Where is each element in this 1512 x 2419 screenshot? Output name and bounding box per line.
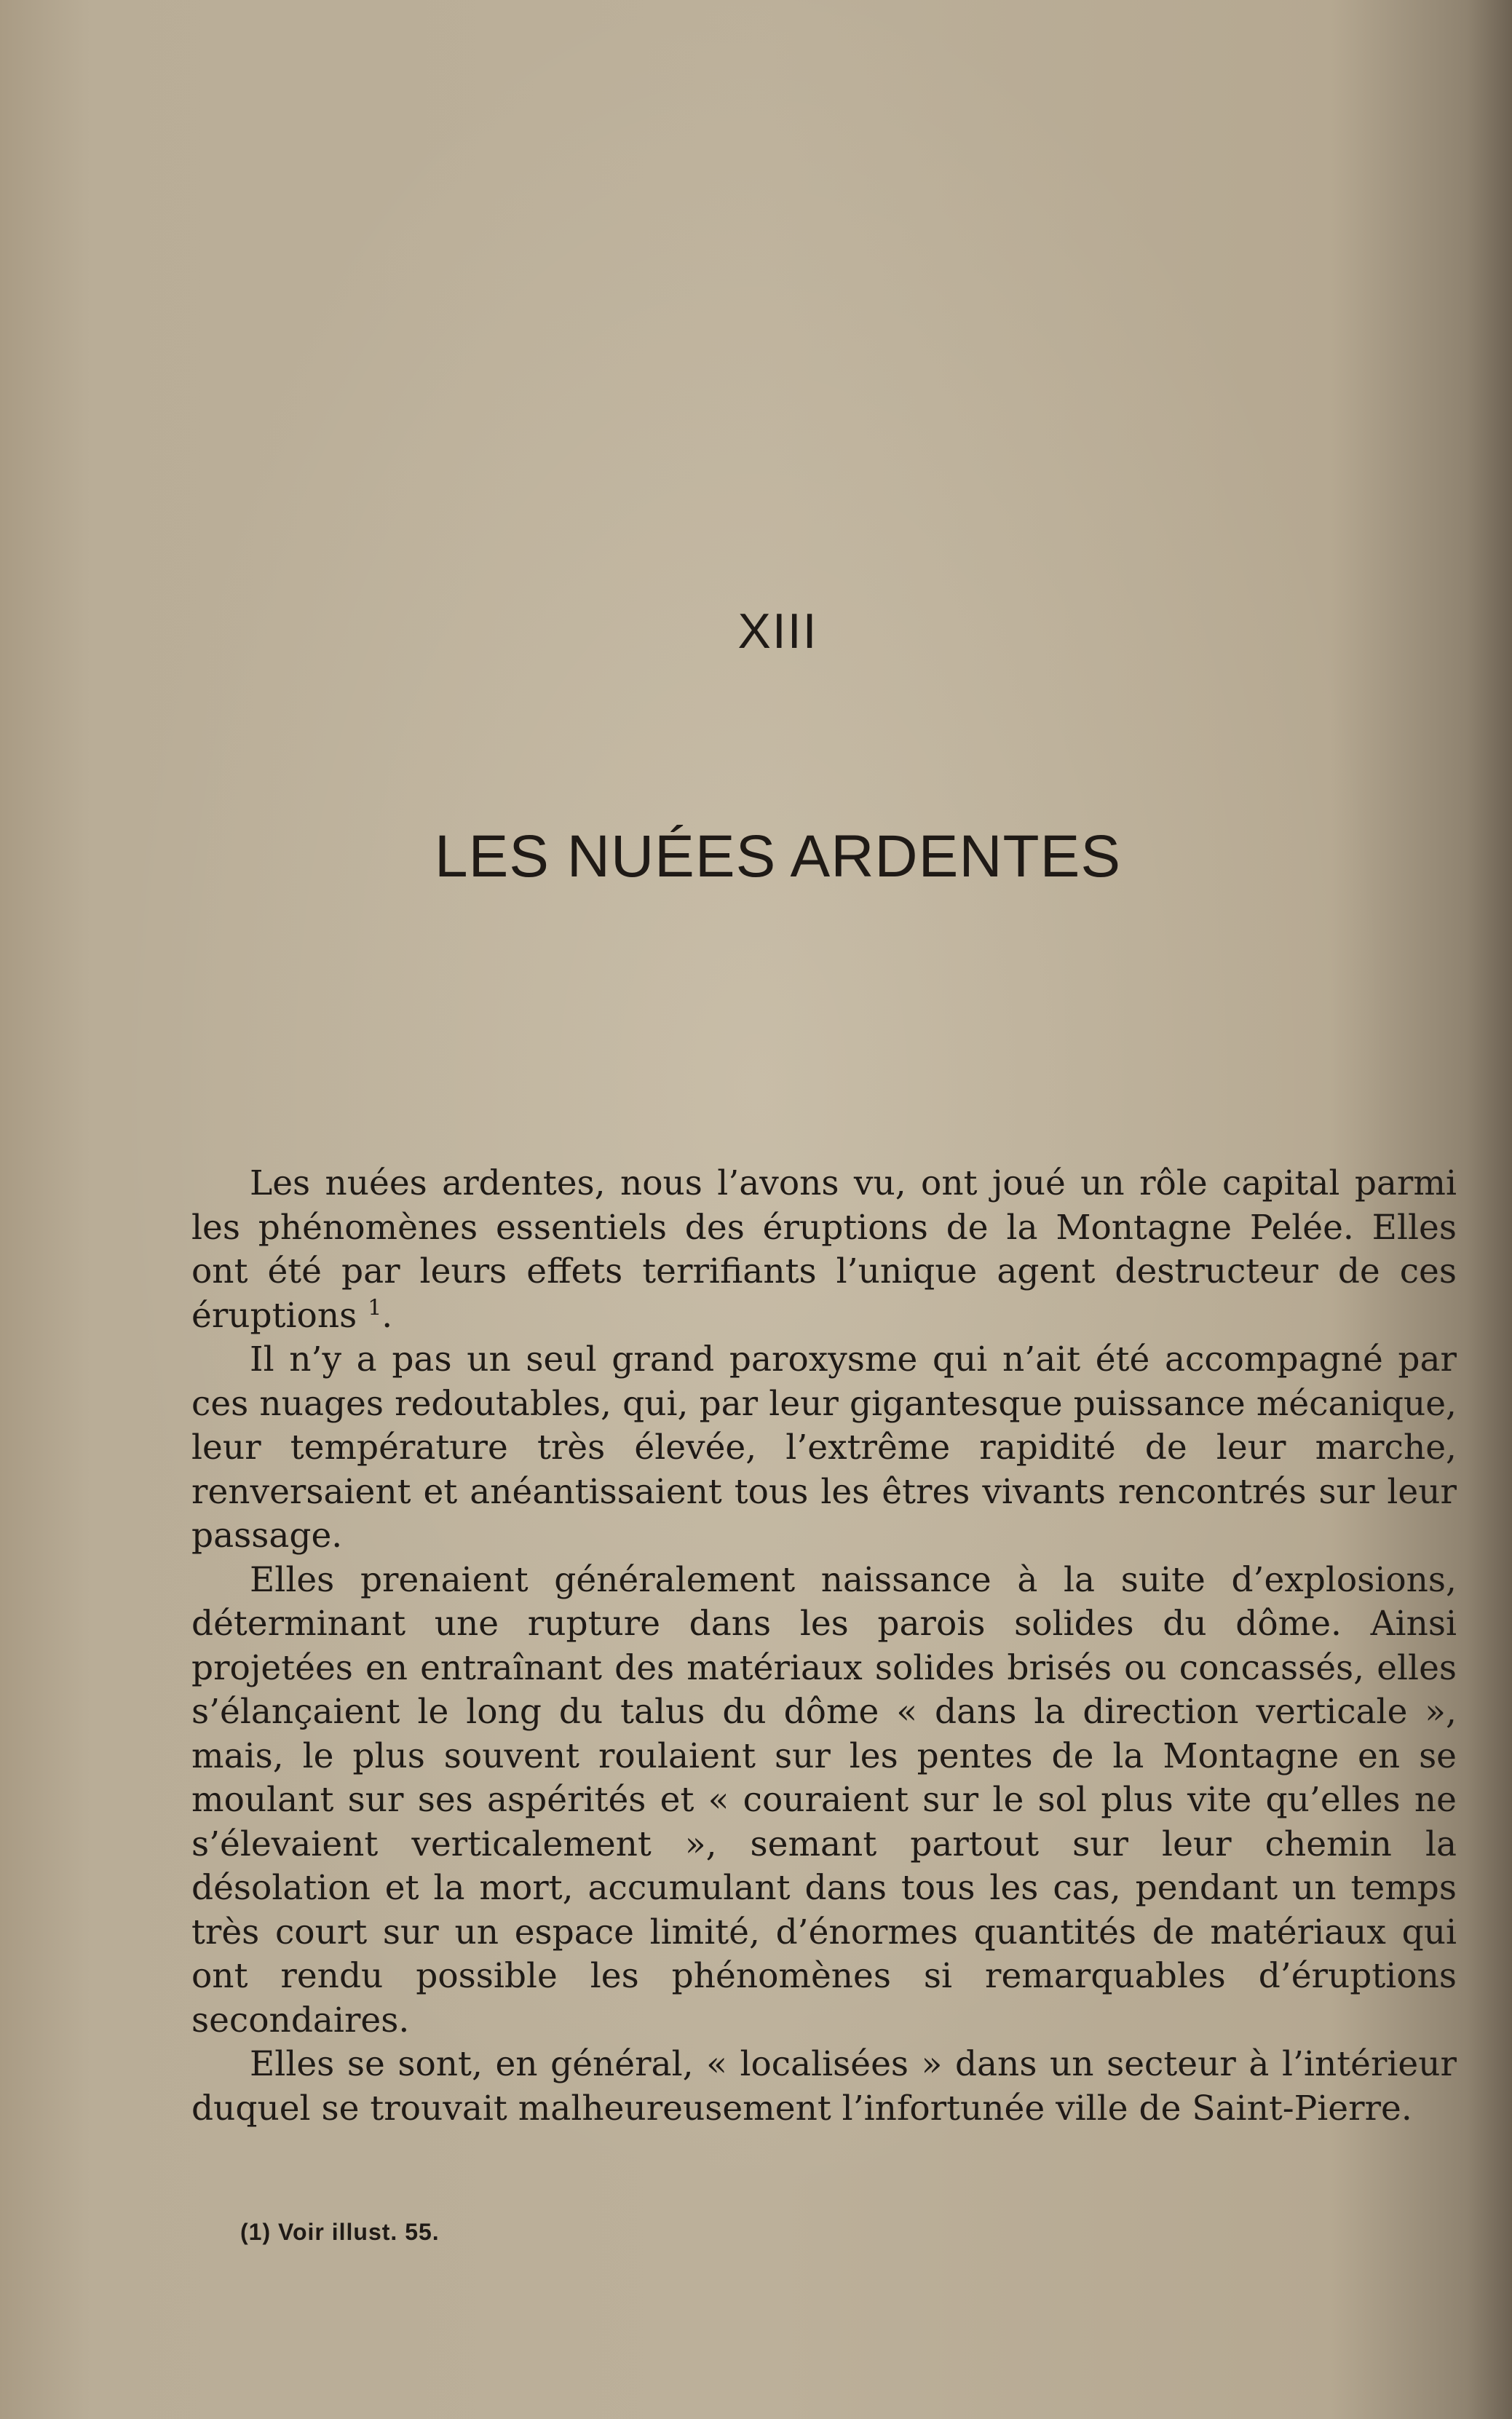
chapter-title: LES NUÉES ARDENTES — [434, 823, 1122, 890]
paragraph-1-text: Les nuées ardentes, nous l’avons vu, ont joué un rôle capital parmi les phénomènes essentiels des éruptions de la Montagne Pelée. Elles ont été par leurs effets terrifiants l’unique agent destructeur de ces éruptions — [191, 1163, 1457, 1336]
paragraph-1 — [191, 1162, 1457, 1338]
paragraph-1-tail: . — [381, 1295, 393, 1336]
chapter-number: XIII — [737, 603, 818, 659]
footnote: (1) Voir illust. 55. — [240, 2219, 440, 2245]
paragraph-2: Il n’y a pas un seul grand paroxysme qui n’ait été accompagné par ces nuages redoutables, qui, par leur gigantesque puissance mécanique, leur température très élevée, l’extrême rapidité de leur marche, renversaient et anéantissaient tous les êtres vivants rencontrés sur leur passage. — [191, 1339, 1457, 1556]
paragraph-3: Elles prenaient généralement naissance à la suite d’explosions, déterminant une rupture dans les parois solides du dôme. Ainsi projetées en entraînant des matériaux solides brisés ou concassés, elles s’élançaient le long du talus du dôme « dans la direction verticale », mais, le plus souvent roulaient sur les pentes de la Montagne en se moulant sur ses aspérités et « couraient sur le sol plus vite qu’elles ne s’élevaient verticalement », semant partout sur leur chemin la désolation et la mort, accumulant dans tous les cas, pendant un temps très court sur un espace limité, d’énormes quantités de matériaux qui ont rendu possible les phénomènes si remarquables d’éruptions secondaires. — [191, 1559, 1457, 2040]
paragraph-4: Elles se sont, en général, « localisées » dans un secteur à l’intérieur duquel se trouvait malheureusement l’infortunée ville de Saint-Pierre. — [191, 2044, 1457, 2129]
body-text — [191, 1162, 1457, 2131]
footnote-reference: 1 — [368, 1294, 382, 1321]
